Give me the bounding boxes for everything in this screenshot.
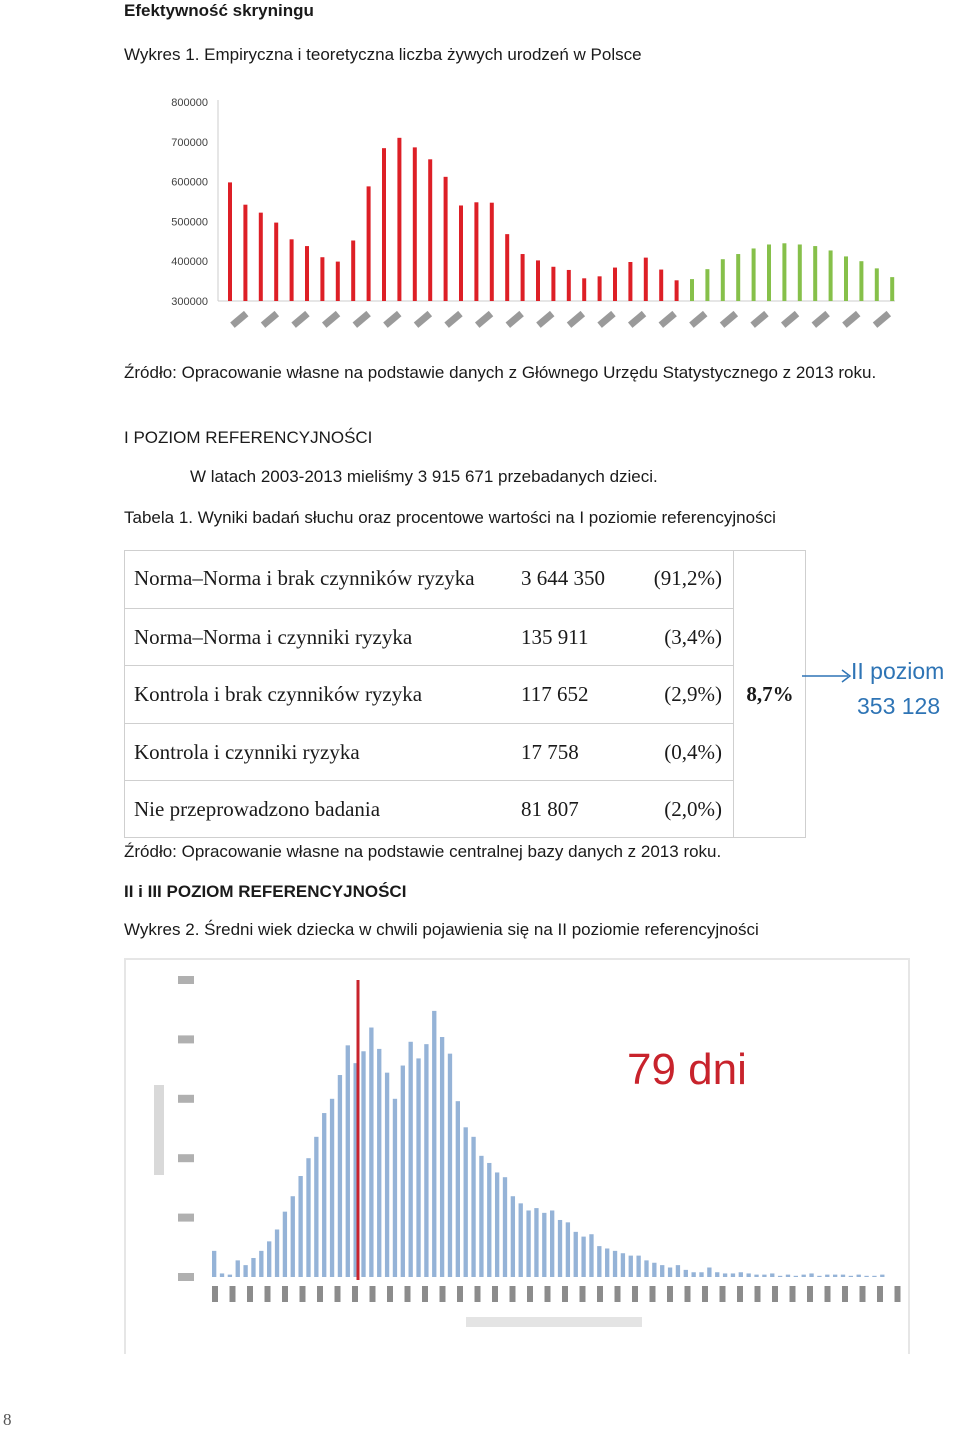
bar: [731, 1273, 735, 1277]
bar: [351, 241, 355, 301]
table-row: [124, 780, 734, 839]
x-tick-label: [545, 1286, 551, 1302]
bar: [413, 147, 417, 301]
y-tick-label: [178, 1154, 194, 1162]
bar: [636, 1256, 640, 1277]
bar: [259, 213, 263, 301]
bar: [305, 246, 309, 301]
x-tick-label: [261, 311, 279, 328]
level1-summary: W latach 2003-2013 mieliśmy 3 915 671 przebadanych dzieci.: [190, 467, 658, 486]
x-tick-label: [247, 1286, 253, 1302]
x-tick-label: [444, 311, 462, 328]
x-tick-label: [291, 311, 309, 328]
bar: [228, 1275, 232, 1277]
x-tick-label: [615, 1286, 621, 1302]
y-tick-label: 800000: [171, 97, 208, 109]
row-percentage: (3,4%): [664, 624, 722, 649]
bar: [338, 1075, 342, 1277]
x-tick-label: [475, 311, 493, 328]
bar: [668, 1267, 672, 1277]
bar: [574, 1232, 578, 1277]
bar: [479, 1156, 483, 1277]
age-chart-x-ticks: [212, 1286, 901, 1302]
x-tick-label: [300, 1286, 306, 1302]
bar: [336, 262, 340, 301]
bar: [401, 1066, 405, 1277]
bar: [503, 1177, 507, 1277]
x-tick-label: [755, 1286, 761, 1302]
bar: [782, 243, 786, 301]
level1-heading: I POZIOM REFERENCYJNOŚCI: [124, 428, 373, 447]
x-tick-label: [282, 1286, 288, 1302]
bar: [675, 280, 679, 301]
bar: [628, 262, 632, 301]
x-tick-label: [536, 311, 554, 328]
bar: [558, 1220, 562, 1277]
x-tick-label: [842, 311, 860, 328]
x-tick-label: [750, 311, 768, 328]
bar: [298, 1176, 302, 1277]
bar: [490, 203, 494, 301]
x-tick-label: [387, 1286, 393, 1302]
bar: [440, 1037, 444, 1277]
y-tick-label: 500000: [171, 216, 208, 229]
bar: [320, 257, 324, 301]
x-tick-label: [807, 1286, 813, 1302]
table-row: [124, 550, 734, 608]
bar: [794, 1276, 798, 1277]
bar: [880, 1275, 884, 1277]
bar: [274, 223, 278, 301]
bar: [833, 1275, 837, 1277]
x-tick-label: [597, 311, 615, 328]
bar: [393, 1099, 397, 1277]
bar: [762, 1275, 766, 1277]
bar: [322, 1113, 326, 1277]
bar: [629, 1256, 633, 1277]
x-tick-label: [842, 1286, 848, 1302]
x-tick-label: [825, 1286, 831, 1302]
y-tick-label: [178, 1273, 194, 1281]
x-tick-label: [720, 1286, 726, 1302]
x-tick-label: [506, 311, 524, 328]
bar: [236, 1260, 240, 1277]
chart1-source: Źródło: Opracowanie własne na podstawie danych z Głównego Urzędu Statystycznego z 2013 roku.: [124, 363, 877, 382]
bar: [474, 202, 478, 301]
bar: [456, 1101, 460, 1277]
y-tick-label: 300000: [171, 296, 208, 308]
bar: [228, 182, 232, 301]
y-tick-label: [178, 1035, 194, 1043]
x-tick-label: [212, 1286, 218, 1302]
x-tick-label: [702, 1286, 708, 1302]
bar: [684, 1270, 688, 1277]
x-tick-label: [457, 1286, 463, 1302]
bar: [330, 1099, 334, 1277]
bar: [699, 1272, 703, 1277]
bar: [251, 1258, 255, 1277]
level2-label: II poziom: [851, 658, 945, 684]
combined-pct: 8,7%: [746, 681, 794, 706]
bar: [397, 138, 401, 301]
bar: [444, 177, 448, 301]
row-count: 117 652: [521, 682, 589, 707]
bar: [829, 250, 833, 301]
bar: [859, 261, 863, 301]
row-category: Norma–Norma i czynniki ryzyka: [134, 624, 413, 649]
x-tick-label: [492, 1286, 498, 1302]
x-tick-label: [475, 1286, 481, 1302]
bar: [459, 205, 463, 301]
row-percentage: (2,9%): [664, 682, 722, 707]
bar: [736, 254, 740, 301]
bar: [752, 248, 756, 301]
births-chart-bars: [228, 138, 894, 301]
table-row: [124, 665, 734, 724]
bar: [598, 276, 602, 301]
x-tick-label: [772, 1286, 778, 1302]
bar: [652, 1263, 656, 1277]
bar: [844, 256, 848, 301]
bar: [802, 1275, 806, 1277]
x-tick-label: [873, 311, 891, 328]
x-tick-label: [422, 1286, 428, 1302]
table1-caption: Tabela 1. Wyniki badań słuchu oraz procentowe wartości na I poziomie referencyjności: [124, 508, 776, 527]
row-category: Nie przeprowadzono badania: [134, 797, 381, 822]
x-tick-label: [352, 1286, 358, 1302]
bar: [890, 277, 894, 301]
bar: [567, 270, 571, 301]
section-title: Efektywność skryningu: [124, 1, 314, 20]
bar: [676, 1265, 680, 1277]
row-category: Kontrola i brak czynników ryzyka: [134, 682, 423, 707]
bar: [659, 270, 663, 301]
bar: [428, 159, 432, 301]
mean-age-label: 79 dni: [627, 1045, 747, 1094]
x-tick-label: [877, 1286, 883, 1302]
table-row: [124, 723, 734, 782]
bar: [809, 1273, 813, 1277]
x-tick-label: [567, 311, 585, 328]
x-tick-label: [265, 1286, 271, 1302]
x-tick-label: [685, 1286, 691, 1302]
bar: [275, 1229, 279, 1277]
bar: [291, 1196, 295, 1277]
x-tick-label: [230, 311, 248, 328]
x-tick-label: [860, 1286, 866, 1302]
bar: [495, 1172, 499, 1277]
bar: [361, 1051, 365, 1277]
x-tick-label: [335, 1286, 341, 1302]
bar: [243, 1265, 247, 1277]
x-tick-label: [659, 311, 677, 328]
x-tick-label: [597, 1286, 603, 1302]
bar: [582, 278, 586, 301]
bar: [448, 1054, 452, 1277]
x-tick-label: [812, 311, 830, 328]
bar: [290, 239, 294, 301]
row-percentage: (2,0%): [664, 797, 722, 822]
bar: [581, 1237, 585, 1277]
bar: [872, 1276, 876, 1277]
bar: [409, 1042, 413, 1277]
table-row: [124, 608, 734, 667]
bar: [875, 268, 879, 301]
bar: [487, 1163, 491, 1277]
bar: [369, 1028, 373, 1277]
x-tick-label: [720, 311, 738, 328]
bar: [220, 1273, 224, 1277]
bar: [605, 1248, 609, 1277]
bar: [526, 1210, 530, 1277]
bar: [471, 1137, 475, 1277]
bar: [723, 1273, 727, 1277]
bar: [519, 1203, 523, 1277]
x-tick-label: [689, 311, 707, 328]
bar: [778, 1276, 782, 1277]
bar: [660, 1265, 664, 1277]
bar: [521, 254, 525, 301]
bar: [721, 259, 725, 301]
bar: [644, 1260, 648, 1277]
age-chart-y-ticks: [178, 976, 194, 1281]
x-tick-label: [414, 311, 432, 328]
bar: [798, 244, 802, 301]
bar: [283, 1212, 287, 1277]
bar: [786, 1275, 790, 1277]
x-tick-label: [628, 311, 646, 328]
x-tick-label: [790, 1286, 796, 1302]
bar: [754, 1275, 758, 1277]
x-tick-label: [230, 1286, 236, 1302]
bar: [306, 1158, 310, 1277]
bar: [705, 269, 709, 301]
arrow-right-icon: [802, 664, 856, 688]
bar: [813, 246, 817, 301]
bar: [739, 1272, 743, 1277]
x-tick-label: [650, 1286, 656, 1302]
page-number: 8: [3, 1410, 12, 1429]
row-count: 81 807: [521, 797, 579, 822]
bar: [644, 258, 648, 301]
bar: [534, 1208, 538, 1277]
x-tick-label: [737, 1286, 743, 1302]
age-chart: [126, 960, 908, 1352]
bar: [550, 1210, 554, 1277]
chart1-caption: Wykres 1. Empiryczna i teoretyczna liczba żywych urodzeń w Polsce: [124, 45, 642, 64]
x-tick-label: [353, 311, 371, 328]
births-chart-y-ticks: [171, 97, 208, 308]
bar: [511, 1196, 515, 1277]
bar: [864, 1276, 868, 1277]
row-category: Norma–Norma i brak czynników ryzyka: [134, 566, 475, 590]
row-count: 3 644 350: [521, 566, 605, 590]
bar: [416, 1058, 420, 1277]
row-count: 17 758: [521, 739, 579, 764]
x-tick-label: [667, 1286, 673, 1302]
row-percentage: (0,4%): [664, 739, 722, 764]
bar: [314, 1137, 318, 1277]
bar: [367, 186, 371, 301]
x-tick-label: [370, 1286, 376, 1302]
bar: [825, 1275, 829, 1277]
bar: [346, 1045, 350, 1277]
bar: [770, 1273, 774, 1277]
bar: [424, 1044, 428, 1277]
y-tick-label: [178, 1095, 194, 1103]
y-tick-label: 700000: [171, 136, 208, 149]
x-tick-label: [632, 1286, 638, 1302]
bar: [589, 1234, 593, 1277]
bar: [505, 234, 509, 301]
bar: [715, 1272, 719, 1277]
level2-count: 353 128: [857, 693, 941, 719]
bar: [707, 1267, 711, 1277]
bar: [377, 1049, 381, 1277]
age-chart-bars: [212, 1011, 884, 1277]
bar: [259, 1251, 263, 1277]
row-category: Kontrola i czynniki ryzyka: [134, 739, 360, 764]
bar: [267, 1241, 271, 1277]
bar: [747, 1273, 751, 1277]
x-tick-label: [781, 311, 799, 328]
y-tick-label: 400000: [171, 256, 208, 269]
y-tick-label: [178, 1214, 194, 1222]
x-tick-label: [895, 1286, 901, 1302]
bar: [566, 1222, 570, 1277]
bar: [817, 1276, 821, 1277]
x-tick-label: [562, 1286, 568, 1302]
bar: [212, 1251, 216, 1277]
bar: [690, 279, 694, 301]
bar: [613, 1251, 617, 1277]
x-tick-label: [580, 1286, 586, 1302]
bar: [551, 267, 555, 301]
bar: [432, 1011, 436, 1277]
x-tick-label: [317, 1286, 323, 1302]
y-tick-label: [178, 976, 194, 984]
bar: [464, 1127, 468, 1277]
x-tick-label: [527, 1286, 533, 1302]
bar: [849, 1276, 853, 1277]
bar: [536, 260, 540, 301]
births-chart-x-ticks: [230, 311, 891, 328]
x-tick-label: [322, 311, 340, 328]
bar: [243, 205, 247, 301]
bar: [542, 1213, 546, 1277]
bar: [841, 1275, 845, 1277]
row-percentage: (91,2%): [653, 566, 722, 590]
bar: [385, 1073, 389, 1277]
births-chart: [150, 90, 910, 350]
bar: [767, 244, 771, 301]
age-chart-x-label: [466, 1317, 642, 1327]
bar: [613, 268, 617, 301]
bar: [621, 1253, 625, 1277]
bar: [597, 1246, 601, 1277]
bar: [691, 1272, 695, 1277]
y-tick-label: 600000: [171, 176, 208, 189]
x-tick-label: [510, 1286, 516, 1302]
row-count: 135 911: [521, 624, 589, 649]
level23-heading: II i III POZIOM REFERENCYJNOŚCI: [124, 882, 407, 901]
bar: [857, 1275, 861, 1277]
bar: [382, 148, 386, 301]
x-tick-label: [440, 1286, 446, 1302]
results-table: [124, 550, 806, 838]
age-chart-y-label: [154, 1085, 164, 1175]
chart2-caption: Wykres 2. Średni wiek dziecka w chwili pojawienia się na II poziomie referencyjności: [124, 920, 759, 939]
x-tick-label: [383, 311, 401, 328]
table1-source: Źródło: Opracowanie własne na podstawie centralnej bazy danych z 2013 roku.: [124, 842, 722, 861]
x-tick-label: [405, 1286, 411, 1302]
